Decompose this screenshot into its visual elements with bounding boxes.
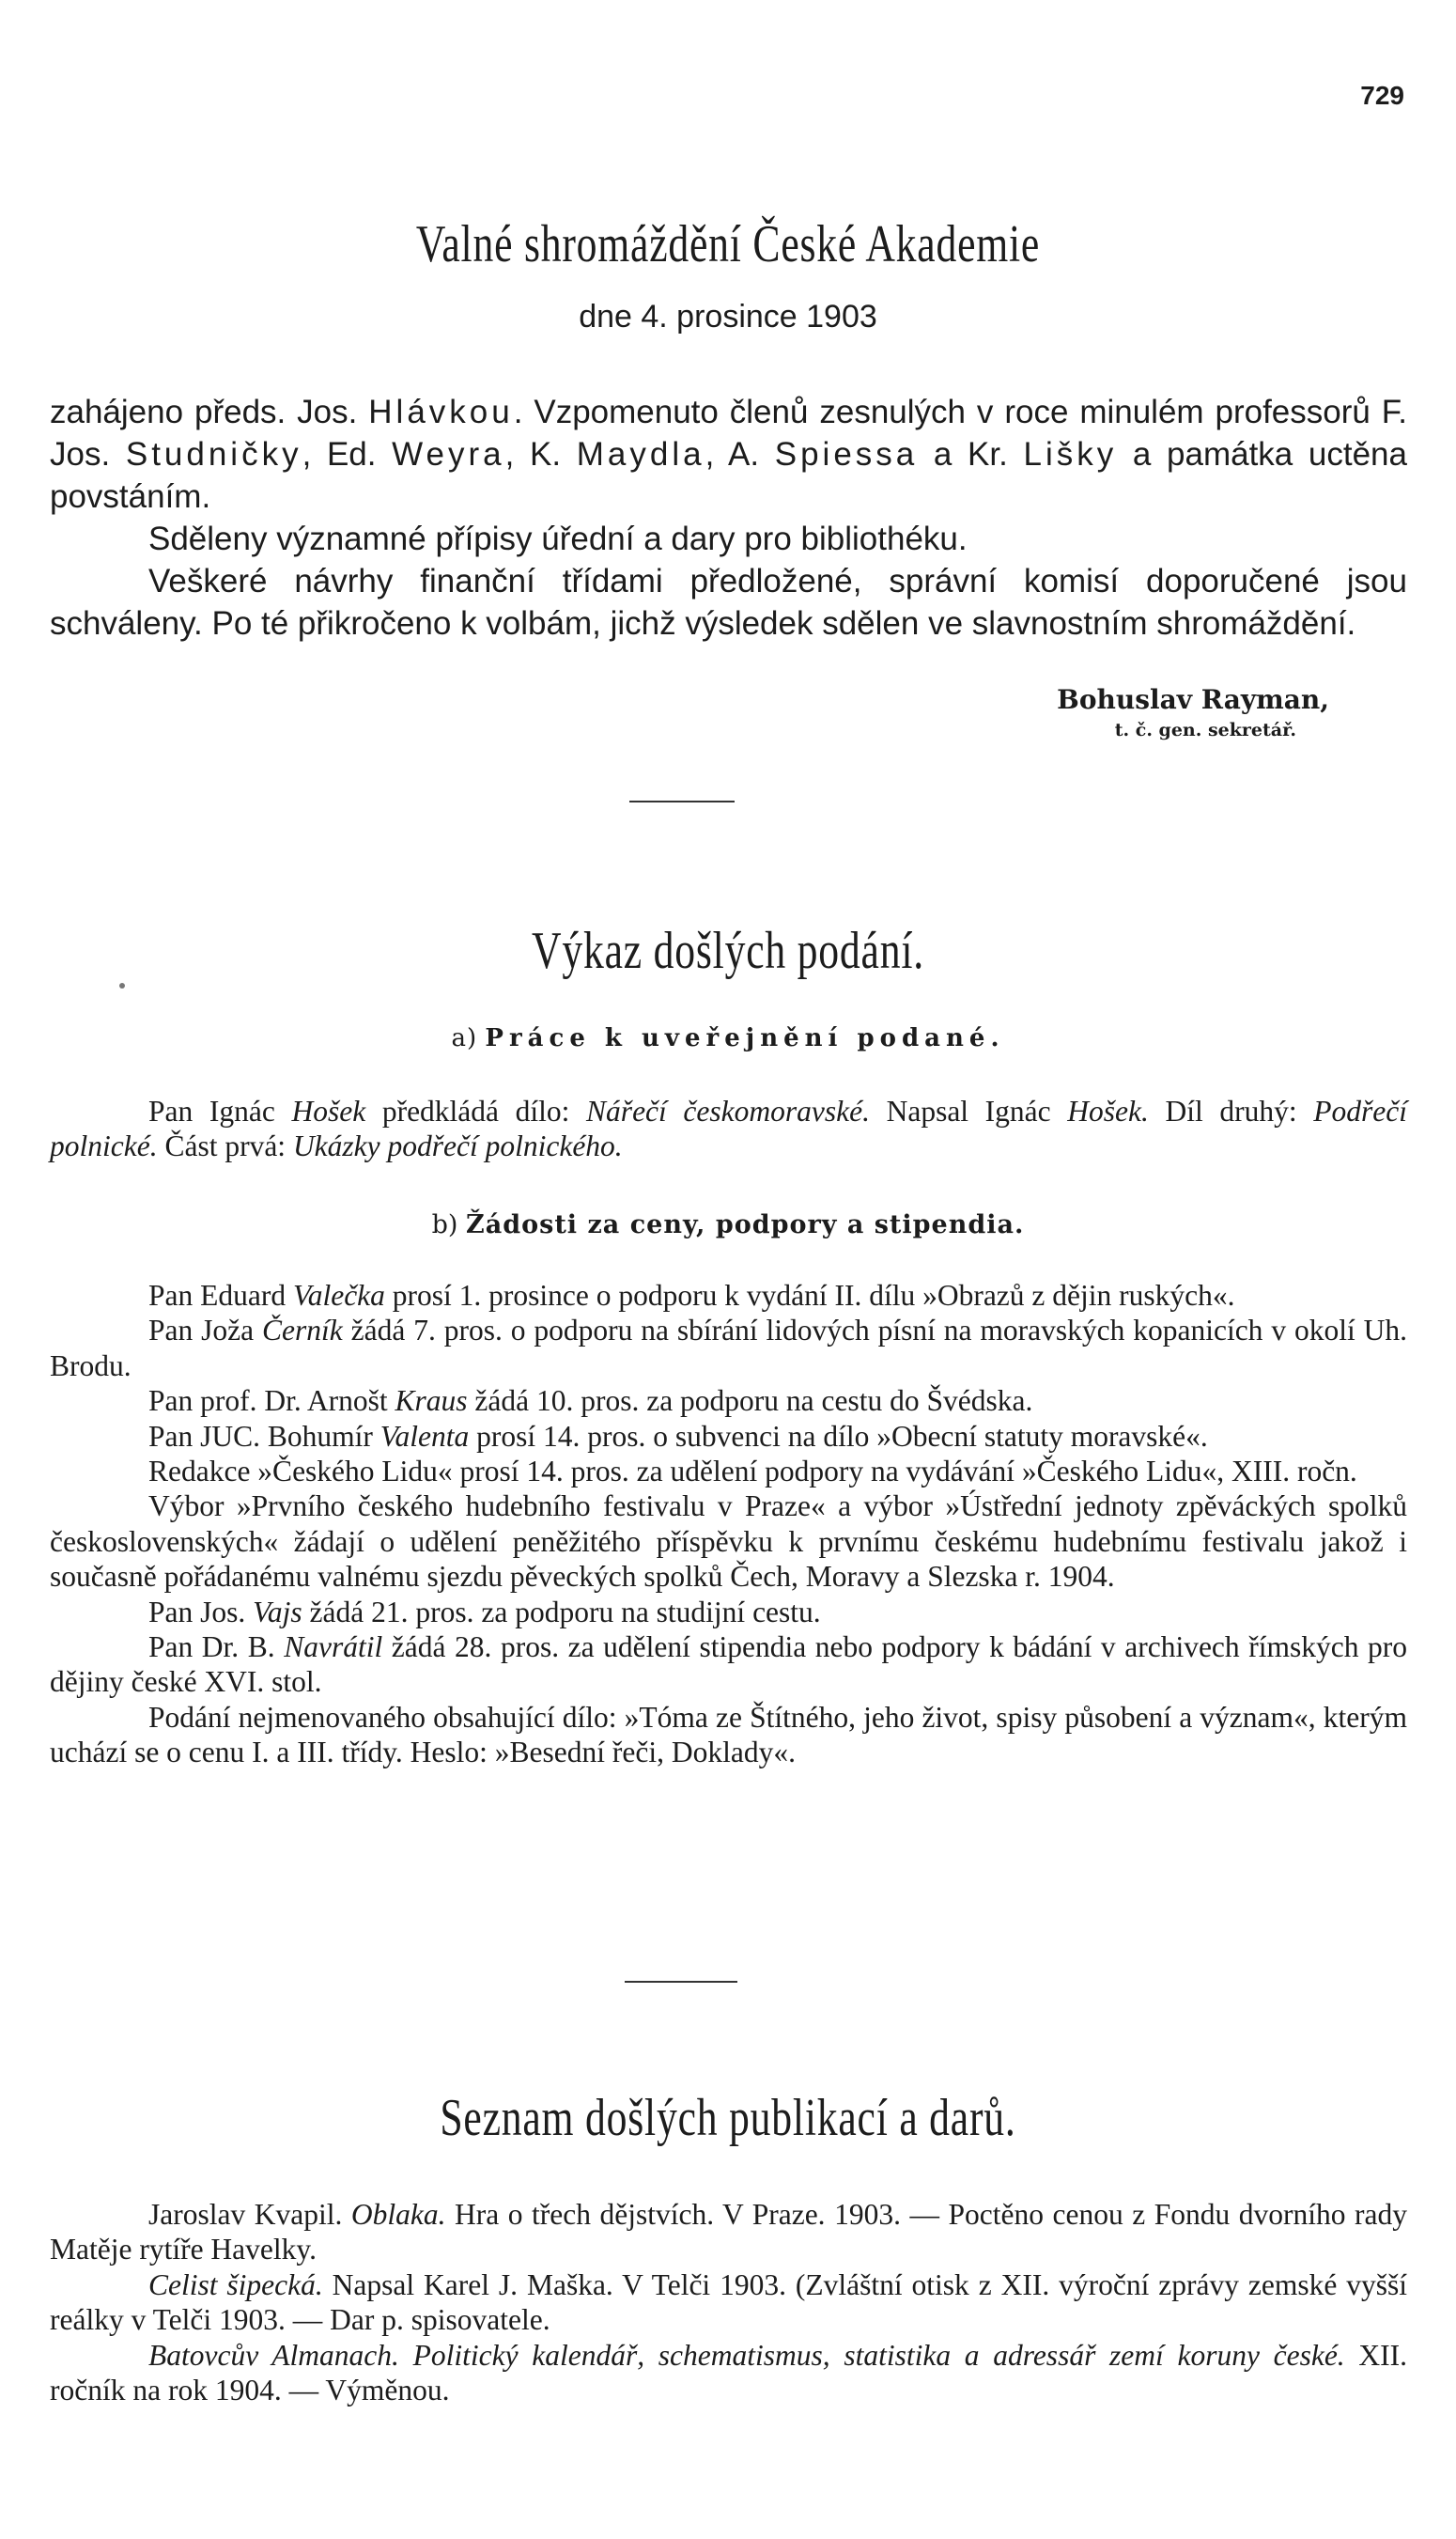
person-name: Spiessa xyxy=(774,436,919,473)
text-run: Část prvá: xyxy=(157,1129,293,1163)
request-valenta xyxy=(50,1419,1407,1454)
subsection-label: b) xyxy=(431,1210,458,1239)
section-heading-submissions: Výkaz došlých podání. xyxy=(532,922,924,980)
print-speck xyxy=(119,983,125,989)
text-run: žádá 7. pros. o podporu na sbírání lidových písní na moravských kopanicích v okolí Uh. Brodu. xyxy=(50,1314,1407,1382)
request-vajs xyxy=(50,1595,1407,1629)
text-run: XII. ročník na rok 1904. — Výměnou. xyxy=(50,2338,1407,2407)
text-run: Jaroslav Kvapil. xyxy=(148,2198,351,2231)
text-run: prosí 14. pros. o subvenci na dílo »Obecní statuty moravské«. xyxy=(469,1419,1208,1453)
signature-title: t. č. gen. sekretář. xyxy=(1114,720,1296,740)
submission-hosek xyxy=(50,1094,1407,1164)
person-name: Weyra xyxy=(392,436,505,473)
assembly-paragraph-1 xyxy=(50,391,1407,518)
work-title: Podřečí polnické. xyxy=(50,1095,1407,1163)
text-run: Pan Dr. B. xyxy=(148,1630,285,1664)
section-divider xyxy=(625,1981,737,1983)
section-divider xyxy=(629,801,735,802)
subsection-a-heading xyxy=(0,1024,1456,1052)
page-number: 729 xyxy=(1360,81,1404,110)
person-name: Černík xyxy=(262,1314,343,1347)
person-name: Kraus xyxy=(395,1384,468,1418)
text-run: Pan Eduard xyxy=(148,1279,293,1312)
text-run: prosí 1. prosince o podporu k vydání II. dílu »Obrazů z dějin ruských«. xyxy=(384,1279,1235,1312)
person-name: Hošek. xyxy=(1067,1095,1149,1128)
subsection-title: Práce k uveřejnění podané. xyxy=(485,1024,1005,1052)
text-run: , Ed. xyxy=(302,436,393,473)
person-name: Studničky xyxy=(125,436,302,473)
subsection-b-text xyxy=(50,1278,1407,1770)
assembly-text xyxy=(50,391,1407,645)
publication-maska xyxy=(50,2267,1407,2338)
person-name: Navrátil xyxy=(284,1630,383,1664)
text-run: zahájeno předs. Jos. xyxy=(50,394,369,430)
text-run: a Kr. xyxy=(918,436,1024,473)
person-name: Lišky xyxy=(1023,436,1118,473)
text-run: Napsal Karel J. Maška. V Telči 1903. (Zvláštní otisk z XII. výroční zprávy zemské vyšší reálky v Telči 1903. — Dar p. spisovatele. xyxy=(50,2267,1407,2337)
text-run: Pan Joža xyxy=(148,1314,262,1347)
person-name: Valenta xyxy=(379,1419,470,1453)
subsection-title: Žádosti za ceny, podpory a stipendia. xyxy=(466,1210,1025,1239)
publications-text xyxy=(50,2197,1407,2407)
request-kraus xyxy=(50,1383,1407,1418)
signature-name: Bohuslav Rayman, xyxy=(1057,684,1329,715)
request-anonymous: Podání nejmenovaného obsahující dílo: »Tóma ze Štítného, jeho život, spisy působení a význam«, kterým uchází se o cenu I. a III. třídy. Heslo: »Besední řeči, Doklady«. xyxy=(50,1700,1407,1769)
person-name: Hlávkou xyxy=(368,394,514,430)
text-run: a památka uctěna povstáním. xyxy=(50,436,1407,515)
text-run: Hra o třech dějstvích. V Praze. 1903. — Poctěno cenou z Fondu dvorního rady Matěje rytíře Havelky. xyxy=(50,2198,1407,2266)
work-title: Nářečí českomoravské. xyxy=(586,1095,870,1128)
text-run: Díl druhý: xyxy=(1148,1095,1314,1128)
text-run: Pan prof. Dr. Arnošt xyxy=(148,1384,395,1418)
text-run: žádá 21. pros. za podporu na studijní cestu. xyxy=(302,1595,821,1628)
work-title: Celist šipecká. xyxy=(148,2267,323,2301)
person-name: Maydla xyxy=(576,436,705,473)
text-run: Pan JUC. Bohumír xyxy=(148,1419,380,1453)
text-run: Pan Jos. xyxy=(148,1595,254,1628)
person-name: Vajs xyxy=(253,1595,302,1628)
work-title: Oblaka. xyxy=(350,2198,446,2231)
text-run: žádá 28. pros. za udělení stipendia nebo podpory k bádání v archivech římských pro dějiny české XVI. stol. xyxy=(50,1630,1408,1699)
person-name: Valečka xyxy=(292,1279,385,1312)
publication-kvapil xyxy=(50,2197,1407,2267)
subsection-a-text xyxy=(50,1094,1407,1164)
work-title: Ukázky podřečí polnického. xyxy=(292,1129,623,1163)
text-run: předkládá dílo: xyxy=(365,1095,587,1128)
section-heading-general-assembly: Valné shromáždění České Akademie xyxy=(415,215,1041,273)
assembly-date: dne 4. prosince 1903 xyxy=(579,299,877,335)
text-run: Pan Ignác xyxy=(148,1095,292,1128)
text-run: , K. xyxy=(504,436,577,473)
text-run: Napsal Ignác xyxy=(869,1095,1068,1128)
request-cernik xyxy=(50,1313,1407,1383)
person-name: Hošek xyxy=(291,1095,366,1128)
request-navratil xyxy=(50,1629,1407,1700)
publication-batovec xyxy=(50,2338,1407,2408)
request-music-festival: Výbor »Prvního českého hudebního festivalu v Praze« a výbor »Ústřední jednoty zpěváckých spolků československých« žádají o udělení peněžitého příspěvku k prvnímu českému hudebnímu festivalu jakož i současně pořádanému valnému sjezdu pěveckých spolků Čech, Moravy a Slezska r. 1904. xyxy=(50,1489,1407,1594)
work-title: Batovcův Almanach. Politický kalendář, schematismus, statistika a adressář zemí koruny české. xyxy=(148,2338,1345,2372)
subsection-b-heading xyxy=(0,1210,1456,1239)
subsection-label: a) xyxy=(451,1024,478,1052)
section-heading-publications: Seznam došlých publikací a darů. xyxy=(440,2089,1016,2147)
request-valecka xyxy=(50,1278,1407,1313)
text-run: . Vzpomenuto členů zesnulých v roce minulém professorů F. Jos. xyxy=(50,394,1407,473)
assembly-paragraph-3: Veškeré návrhy finanční třídami předložené, správní komisí doporučené jsou schváleny. Po té přikročeno k volbám, jichž výsledek sdělen ve slavnostním shromáždění. xyxy=(50,563,1407,642)
text-run: , A. xyxy=(705,436,775,473)
request-cesky-lid: Redakce »Českého Lidu« prosí 14. pros. za udělení podpory na vydávání »Českého Lidu«, XIII. ročn. xyxy=(148,1455,1357,1488)
assembly-paragraph-2: Sděleny významné přípisy úřední a dary pro bibliothéku. xyxy=(148,521,968,557)
text-run: žádá 10. pros. za podporu na cestu do Švédska. xyxy=(467,1384,1033,1418)
